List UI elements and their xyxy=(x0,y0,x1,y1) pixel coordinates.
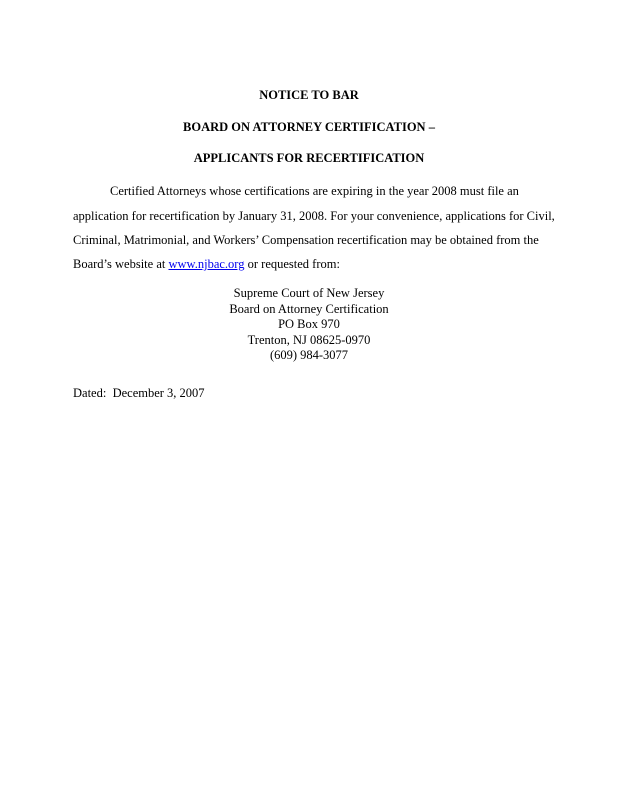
subject-heading: APPLICANTS FOR RECERTIFICATION xyxy=(193,151,425,165)
address-line-phone: (609) 984-3077 xyxy=(269,348,349,362)
address-line-pobox: PO Box 970 xyxy=(278,317,340,331)
address-line-board: Board on Attorney Certification xyxy=(229,301,389,316)
mailing-address xyxy=(0,286,618,364)
board-heading: BOARD ON ATTORNEY CERTIFICATION – xyxy=(183,120,435,134)
website-link[interactable]: www.njbac.org xyxy=(168,257,245,271)
notice-title: NOTICE TO BAR xyxy=(259,88,359,102)
body-line-2: application for recertification by January 31, 2008. For your convenience, applications for Civil, xyxy=(73,209,555,223)
body-line-4-suffix: or requested from: xyxy=(244,257,340,271)
dated-line: Dated: December 3, 2007 xyxy=(73,386,205,400)
body-line-1: Certified Attorneys whose certifications are expiring in the year 2008 must file an xyxy=(110,184,519,198)
body-line-3: Criminal, Matrimonial, and Workers’ Compensation recertification may be obtained from the xyxy=(73,233,539,247)
address-line-court: Supreme Court of New Jersey xyxy=(233,286,385,300)
body-line-4 xyxy=(73,256,340,272)
address-line-city: Trenton, NJ 08625-0970 xyxy=(247,332,371,347)
body-line-4-prefix: Board’s website at xyxy=(73,257,169,271)
